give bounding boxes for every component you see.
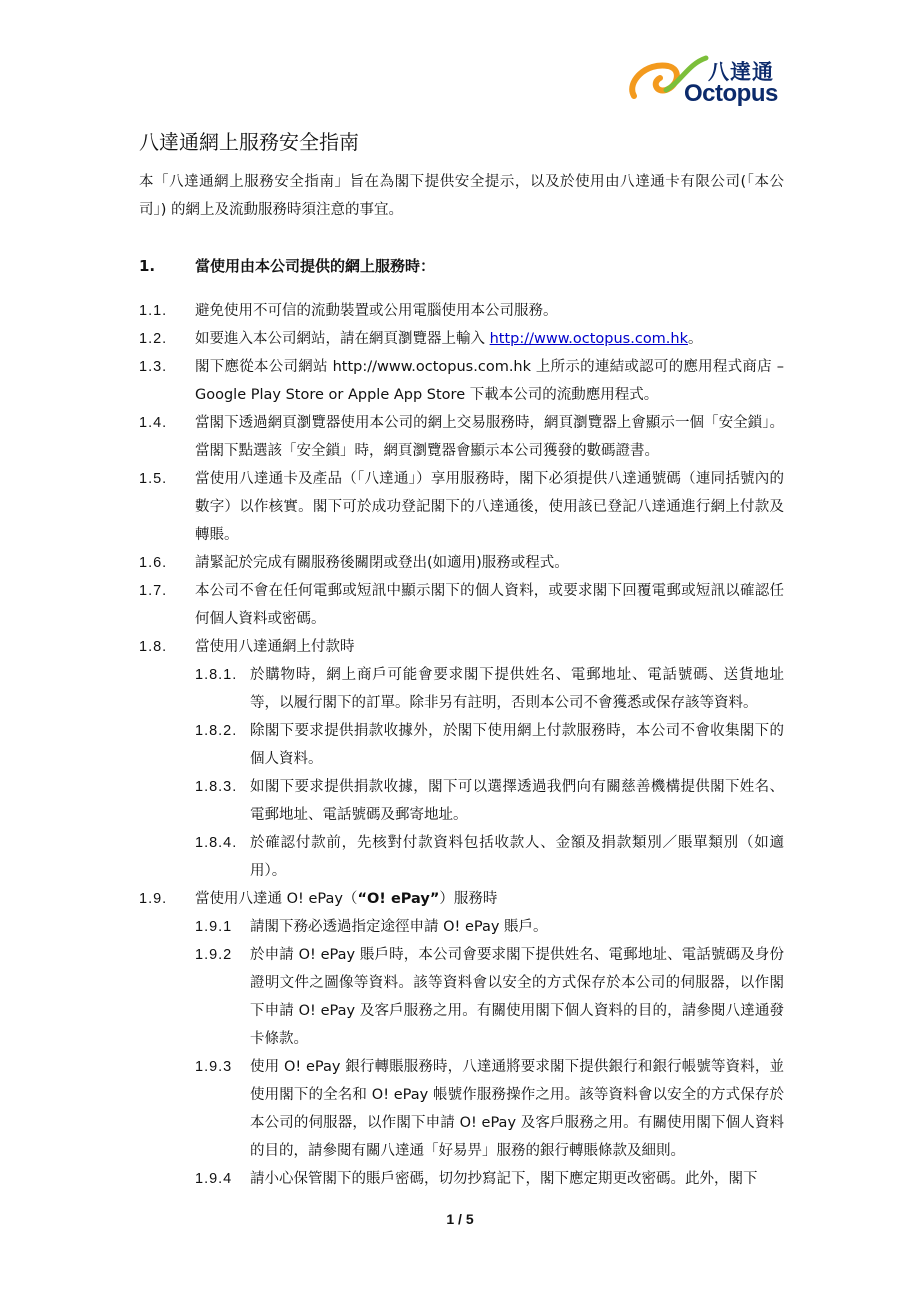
item-text-post: ）服務時 bbox=[439, 891, 498, 907]
logo-chinese-text: 八達通 bbox=[708, 60, 774, 84]
item-number: 1.8. bbox=[139, 639, 168, 655]
item-number: 1.8.1. bbox=[195, 667, 238, 683]
list-item bbox=[0, 829, 920, 885]
list-item bbox=[0, 325, 920, 353]
item-text: 本公司不會在任何電郵或短訊中顯示閣下的個人資料，或要求閣下回覆電郵或短訊以確認任何個人資料或密碼。 bbox=[195, 583, 784, 627]
item-text: 當使用八達通卡及產品（「八達通」）享用服務時，閣下必須提供八達通號碼（連同括號內的數字）以作核實。閣下可於成功登記閣下的八達通後，使用該已登記八達通進行網上付款及轉賬。 bbox=[195, 471, 784, 543]
list-item bbox=[0, 661, 920, 717]
item-text: 請小心保管閣下的賬戶密碼，切勿抄寫記下，閣下應定期更改密碼。此外，閣下 bbox=[250, 1171, 758, 1187]
item-number: 1.9. bbox=[139, 891, 168, 907]
item-text: 於確認付款前，先核對付款資料包括收款人、金額及捐款類別／賬單類別（如適用）。 bbox=[250, 835, 784, 879]
item-text: 除閣下要求提供捐款收據外，於閣下使用網上付款服務時，本公司不會收集閣下的個人資料。 bbox=[250, 723, 784, 767]
list-item bbox=[0, 773, 920, 829]
item-number: 1.3. bbox=[139, 359, 168, 375]
list-item bbox=[0, 1053, 920, 1165]
list-item bbox=[0, 913, 920, 941]
list-item bbox=[0, 549, 920, 577]
list-item bbox=[0, 297, 920, 325]
page-title: 八達通網上服務安全指南 bbox=[139, 130, 359, 154]
item-text: 如閣下要求提供捐款收據，閣下可以選擇透過我們向有關慈善機構提供閣下姓名、電郵地址、電話號碼及郵寄地址。 bbox=[250, 779, 784, 823]
list-item bbox=[0, 465, 920, 549]
item-text-pre: 如要進入本公司網站，請在網頁瀏覽器上輸入 bbox=[195, 331, 490, 347]
item-text-post: 。 bbox=[688, 331, 703, 347]
item-number: 1.8.4. bbox=[195, 835, 238, 851]
list-item bbox=[0, 717, 920, 773]
item-number: 1.1. bbox=[139, 303, 168, 319]
item-number: 1.4. bbox=[139, 415, 168, 431]
page-number: 1 / 5 bbox=[446, 1211, 474, 1227]
item-text: 當閣下透過網頁瀏覽器使用本公司的網上交易服務時，網頁瀏覽器上會顯示一個「安全鎖」。當閣下點選該「安全鎖」時，網頁瀏覽器會顯示本公司獲發的數碼證書。 bbox=[195, 415, 784, 459]
item-number: 1.9.4 bbox=[195, 1171, 233, 1187]
item-number: 1.8.2. bbox=[195, 723, 238, 739]
list-item bbox=[0, 633, 920, 661]
item-text: 當使用八達通網上付款時 bbox=[195, 639, 355, 655]
octopus-website-link[interactable]: http://www.octopus.com.hk bbox=[489, 331, 689, 347]
oepay-term: “O! ePay” bbox=[357, 891, 440, 907]
item-number: 1.5. bbox=[139, 471, 168, 487]
item-text bbox=[195, 325, 784, 353]
list-item bbox=[0, 941, 920, 1053]
list-item bbox=[0, 577, 920, 633]
list-item bbox=[0, 353, 920, 409]
item-text: 於申請 O! ePay 賬戶時，本公司會要求閣下提供姓名、電郵地址、電話號碼及身份證明文件之圖像等資料。該等資料會以安全的方式保存於本公司的伺服器，以作閣下申請 O! ePay 及客戶服務之用。有關使用閣下個人資料的目的，請參閱八達通發卡條款。 bbox=[250, 947, 784, 1047]
item-number: 1.2. bbox=[139, 331, 168, 347]
item-number: 1.8.3. bbox=[195, 779, 238, 795]
item-text bbox=[195, 885, 784, 913]
list-item bbox=[0, 1165, 920, 1193]
section-number: 1. bbox=[139, 257, 156, 275]
item-text-pre: 當使用八達通 O! ePay（ bbox=[195, 891, 358, 907]
item-text: 使用 O! ePay 銀行轉賬服務時，八達通將要求閣下提供銀行和銀行帳號等資料，並使用閣下的全名和 O! ePay 帳號作服務操作之用。該等資料會以安全的方式保存於本公司的伺服器，以作閣下申請 O! ePay 及客戶服務之用。有關使用閣下個人資料的目的，請參閱有關八達通「好易畀」服務的銀行轉賬條款及細則。 bbox=[250, 1059, 784, 1159]
item-number: 1.9.1 bbox=[195, 919, 233, 935]
section-title: 當使用由本公司提供的網上服務時： bbox=[195, 257, 436, 275]
item-number: 1.9.3 bbox=[195, 1059, 233, 1075]
section-heading bbox=[139, 255, 435, 276]
list-item bbox=[0, 409, 920, 465]
item-text: 於購物時，網上商戶可能會要求閣下提供姓名、電郵地址、電話號碼、送貨地址等，以履行閣下的訂單。除非另有註明，否則本公司不會獲悉或保存該等資料。 bbox=[250, 667, 784, 711]
item-number: 1.6. bbox=[139, 555, 168, 571]
item-text: 請緊記於完成有關服務後關閉或登出(如適用)服務或程式。 bbox=[195, 555, 569, 571]
logo-english-text: Octopus bbox=[684, 80, 778, 107]
item-number: 1.9.2 bbox=[195, 947, 233, 963]
item-text: 請閣下務必透過指定途徑申請 O! ePay 賬戶。 bbox=[250, 919, 548, 935]
item-text: 閣下應從本公司網站 http://www.octopus.com.hk 上所示的連結或認可的應用程式商店 – Google Play Store or Apple App Store 下載本公司的流動應用程式。 bbox=[195, 359, 784, 403]
intro-paragraph: 本「八達通網上服務安全指南」旨在為閣下提供安全提示，以及於使用由八達通卡有限公司(「本公司」) 的網上及流動服務時須注意的事宜。 bbox=[139, 174, 784, 218]
list-item bbox=[0, 885, 920, 913]
item-number: 1.7. bbox=[139, 583, 168, 599]
item-text: 避免使用不可信的流動裝置或公用電腦使用本公司服務。 bbox=[195, 303, 558, 319]
